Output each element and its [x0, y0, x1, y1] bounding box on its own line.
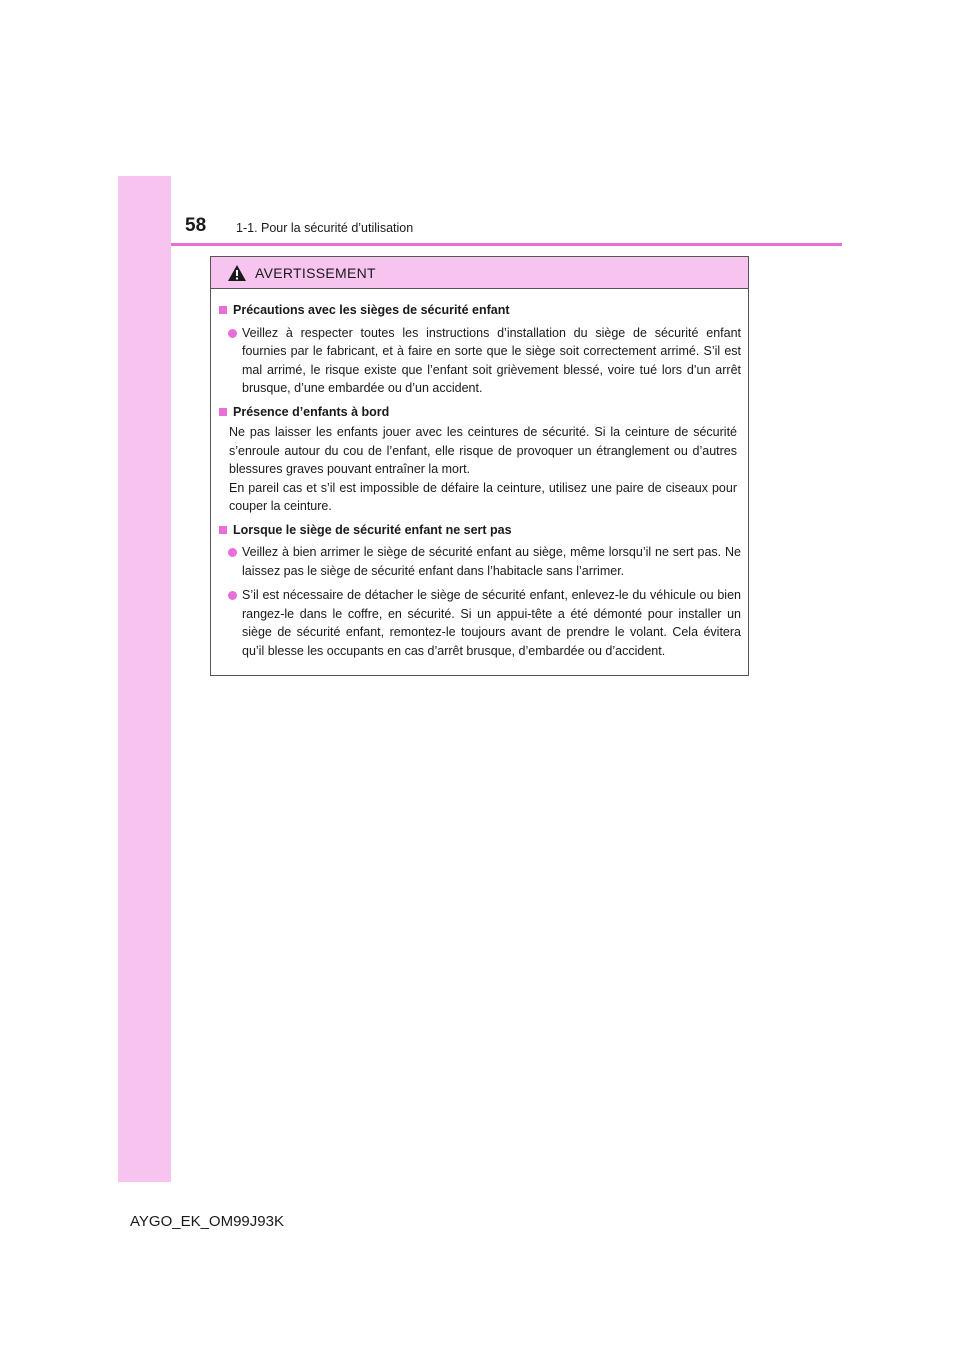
round-bullet-icon [228, 329, 237, 338]
list-item-text: S’il est nécessaire de détacher le siège de sécurité enfant, enlevez-le du véhicule ou bien rangez-le dans le coffre, en sécurité. Si un appui-tête a été démonté pour installer un siège de sécurité enfant, remontez-le toujours avant de prendre le volant. Cela évitera qu’il blesse les occupants en cas d’arrêt brusque, d’embardée ou d’accident. [242, 588, 741, 658]
paragraph: En pareil cas et s’il est impossible de défaire la ceinture, utilisez une paire de ciseaux pour couper la ceinture. [229, 480, 737, 513]
list-item [219, 586, 741, 660]
page-number: 58 [185, 215, 207, 236]
round-bullet-icon [228, 591, 237, 600]
section-heading-text: Précautions avec les sièges de sécurité enfant [233, 303, 510, 317]
section-heading [219, 403, 741, 422]
round-bullet-icon [228, 548, 237, 557]
warning-title: AVERTISSEMENT [255, 264, 376, 281]
section-heading [219, 521, 741, 540]
paragraph: Ne pas laisser les enfants jouer avec les ceintures de sécurité. Si la ceinture de sécurité s’enroule autour du cou de l’enfant, elle risque de provoquer un étranglement ou d’autres blessures graves pouvant entraîner la mort. [229, 425, 737, 476]
section-heading-text: Lorsque le siège de sécurité enfant ne sert pas [233, 522, 512, 537]
warning-box [210, 256, 749, 676]
side-color-band [118, 176, 171, 1182]
header-rule [171, 243, 842, 246]
section-title: 1-1. Pour la sécurité d’utilisation [236, 221, 414, 235]
list-item-text: Veillez à respecter toutes les instructions d’installation du siège de sécurité enfant fournies par le fabricant, et à faire en sorte que le siège soit correctement arrimé. S’il est mal arrimé, le risque existe que l’enfant soit grièvement blessé, voire tué lors d’un arrêt brusque, d’une embardée ou d’un accident. [242, 325, 741, 395]
warning-triangle-icon [227, 264, 247, 282]
square-bullet-icon [219, 526, 227, 534]
warning-header [211, 257, 748, 289]
square-bullet-icon [219, 306, 227, 314]
document-code: AYGO_EK_OM99J93K [130, 1213, 284, 1230]
square-bullet-icon [219, 408, 227, 416]
list-item [219, 324, 741, 398]
list-item-text: Veillez à bien arrimer le siège de sécurité enfant au siège, même lorsqu’il ne sert pas. Ne laissez pas le siège de sécurité enfant dans l’habitacle sans l’arrimer. [242, 545, 741, 578]
list-item [219, 543, 741, 580]
warning-body [211, 289, 748, 660]
section-heading [219, 301, 741, 320]
section-heading-text: Présence d’enfants à bord [233, 404, 390, 419]
